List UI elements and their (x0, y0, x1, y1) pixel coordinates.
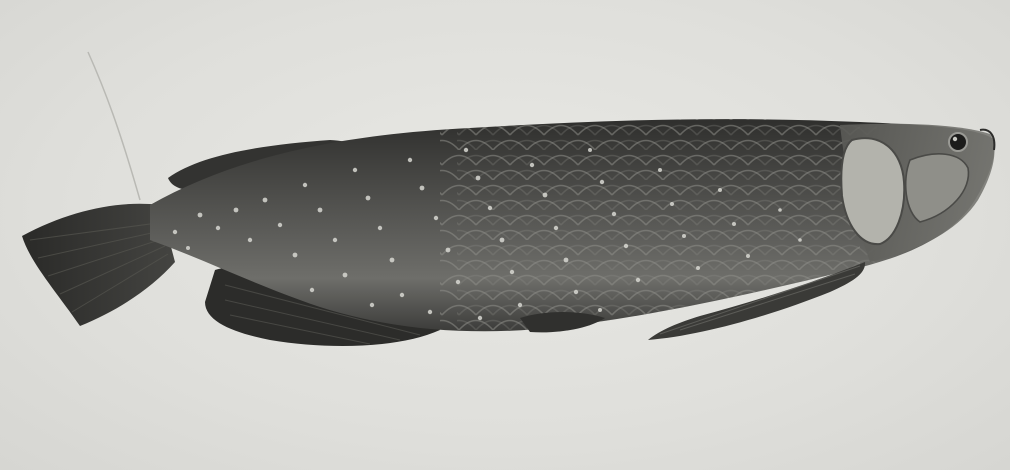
eye (949, 133, 967, 151)
background-strand (88, 52, 140, 200)
pelvic-fin (520, 312, 605, 332)
scale-pattern (440, 110, 877, 340)
eye-highlight (953, 137, 957, 141)
